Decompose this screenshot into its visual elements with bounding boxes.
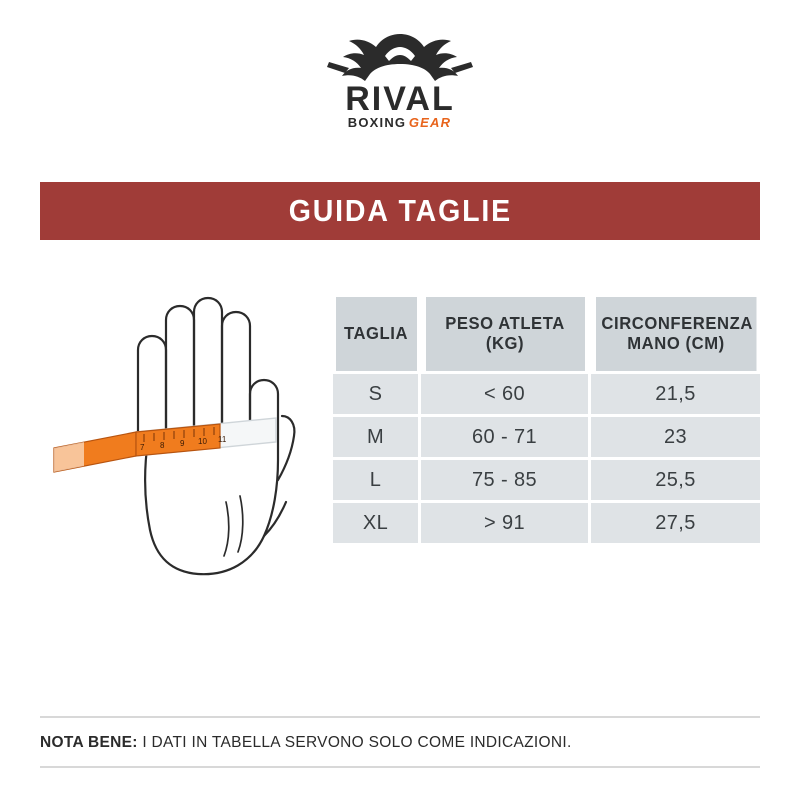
- cell-peso: 75 - 85: [420, 459, 590, 502]
- table-row: [332, 459, 762, 502]
- cell-taglia: S: [332, 373, 420, 416]
- cell-taglia: M: [332, 416, 420, 459]
- cell-peso: 60 - 71: [420, 416, 590, 459]
- footer-note-label: NOTA BENE:: [40, 734, 138, 751]
- cell-peso: > 91: [420, 502, 590, 545]
- rival-crown-logo-icon: [315, 28, 485, 134]
- column-header-peso-line1: PESO ATLETA: [444, 313, 565, 334]
- footer-divider-top: [40, 716, 760, 718]
- cell-circonferenza: 21,5: [590, 373, 762, 416]
- footer-note: [40, 734, 760, 752]
- tape-number-11: 11: [218, 435, 227, 444]
- logo-tagline-gear: GEAR: [408, 115, 452, 130]
- column-header-peso: [424, 296, 586, 373]
- column-header-circonferenza-line1: CIRCONFERENZA: [600, 313, 753, 334]
- cell-circonferenza: 23: [590, 416, 762, 459]
- table-header-row: [332, 296, 762, 373]
- page-title-bar: [40, 182, 760, 240]
- tape-number-8: 8: [160, 441, 165, 450]
- column-header-circonferenza-line2: MANO (CM): [626, 333, 725, 353]
- footer-divider-bottom: [40, 766, 760, 768]
- column-header-circonferenza: [594, 296, 757, 373]
- tape-number-7: 7: [140, 443, 145, 452]
- column-header-peso-line2: (KG): [485, 333, 524, 353]
- tape-number-9: 9: [180, 439, 185, 448]
- cell-circonferenza: 27,5: [590, 502, 762, 545]
- table-row: [332, 373, 762, 416]
- hand-illustration: [40, 290, 340, 580]
- logo-tagline-boxing: BOXING: [347, 115, 407, 130]
- column-header-taglia: [334, 296, 418, 373]
- footer-note-text: I DATI IN TABELLA SERVONO SOLO COME INDICAZIONI.: [142, 734, 572, 751]
- page-title: GUIDA TAGLIE: [288, 193, 512, 228]
- cell-taglia: L: [332, 459, 420, 502]
- logo-wordmark: RIVAL: [345, 80, 455, 118]
- table-row: [332, 416, 762, 459]
- size-table-wrapper: [330, 294, 760, 546]
- tape-number-10: 10: [198, 437, 207, 446]
- cell-peso: < 60: [420, 373, 590, 416]
- brand-logo: [0, 28, 800, 148]
- cell-circonferenza: 25,5: [590, 459, 762, 502]
- size-table: [330, 294, 763, 546]
- table-row: [332, 502, 762, 545]
- cell-taglia: XL: [332, 502, 420, 545]
- column-header-taglia-line1: TAGLIA: [343, 323, 408, 344]
